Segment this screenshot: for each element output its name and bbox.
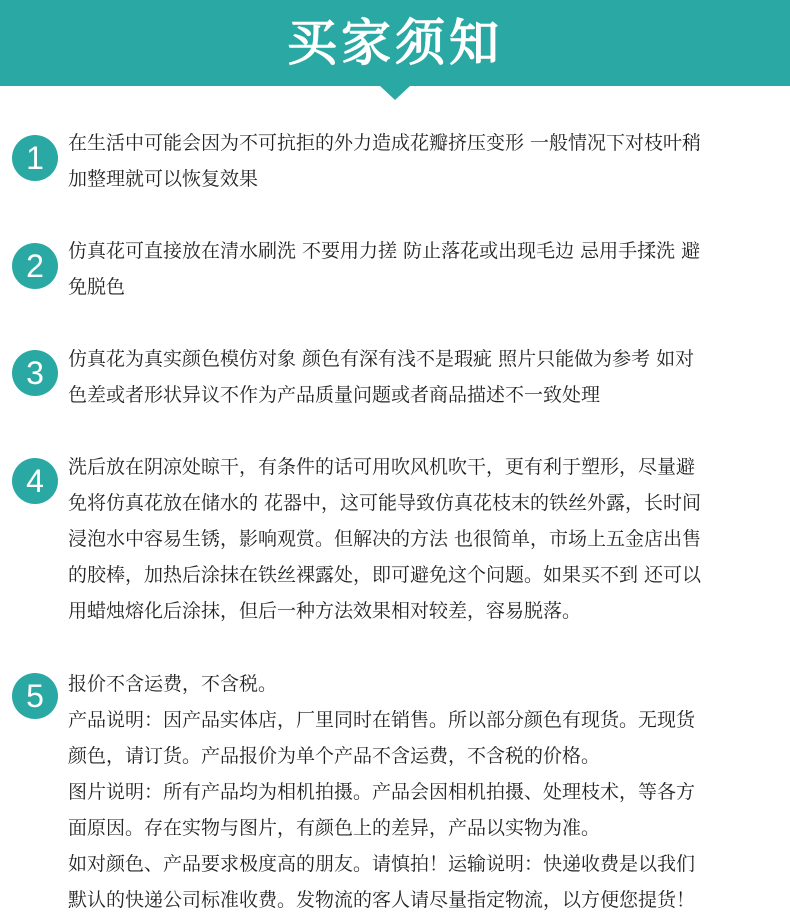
text-line: 仿真花为真实颜色模仿对象 颜色有深有浅不是瑕疵 照片只能做为参考 如对: [68, 348, 695, 370]
text-line: 如对颜色、产品要求极度高的朋友。请慎拍！运输说明：快递收费是以我们: [68, 853, 696, 875]
number-badge: 5: [12, 673, 58, 719]
text-line: 仿真花可直接放在清水刷洗 不要用力搓 防止落花或出现毛边 忌用手揉洗 避: [68, 240, 701, 262]
notice-text: [68, 341, 788, 413]
page-title: 买家须知: [287, 14, 503, 72]
text-line: 面原因。存在实物与图片，有颜色上的差异，产品以实物为准。: [68, 817, 601, 839]
number-badge: 3: [12, 350, 58, 396]
notice-text: [68, 125, 788, 197]
text-line: 在生活中可能会因为不可抗拒的外力造成花瓣挤压变形 一般情况下对枝叶稍: [68, 132, 702, 154]
number-badge: 1: [12, 135, 58, 181]
number-badge: 4: [12, 458, 58, 504]
header-banner: [0, 0, 790, 86]
text-line: 颜色，请订货。产品报价为单个产品不含运费，不含税的价格。: [68, 745, 601, 767]
text-line: 默认的快递公司标准收费。发物流的客人请尽量指定物流，以方便您提货！: [68, 889, 696, 911]
notice-text: [68, 233, 788, 305]
text-line: 产品说明：因产品实体店，厂里同时在销售。所以部分颜色有现货。无现货: [68, 709, 696, 731]
text-line: 洗后放在阴凉处晾干，有条件的话可用吹风机吹干，更有利于塑形，尽量避: [68, 456, 696, 478]
text-line: 色差或者形状异议不作为产品质量问题或者商品描述不一致处理: [68, 384, 601, 406]
notice-text: [68, 449, 788, 629]
number-badge: 2: [12, 243, 58, 289]
text-line: 图片说明：所有产品均为相机拍摄。产品会因相机拍摄、处理枝术，等各方: [68, 781, 696, 803]
banner-notch: [380, 86, 410, 100]
text-line: 用蜡烛熔化后涂抹，但后一种方法效果相对较差，容易脱落。: [68, 600, 582, 622]
text-line: 免将仿真花放在储水的 花器中，这可能导致仿真花枝末的铁丝外露，长时间: [68, 492, 702, 514]
text-line: 报价不含运费，不含税。: [68, 673, 278, 695]
text-line: 加整理就可以恢复效果: [68, 168, 259, 190]
text-line: 浸泡水中容易生锈，影响观赏。但解决的方法 也很简单，市场上五金店出售: [68, 528, 702, 550]
text-line: 的胶棒，加热后涂抹在铁丝裸露处，即可避免这个问题。如果买不到 还可以: [68, 564, 702, 586]
text-line: 免脱色: [68, 276, 126, 298]
notice-text: [68, 666, 788, 918]
